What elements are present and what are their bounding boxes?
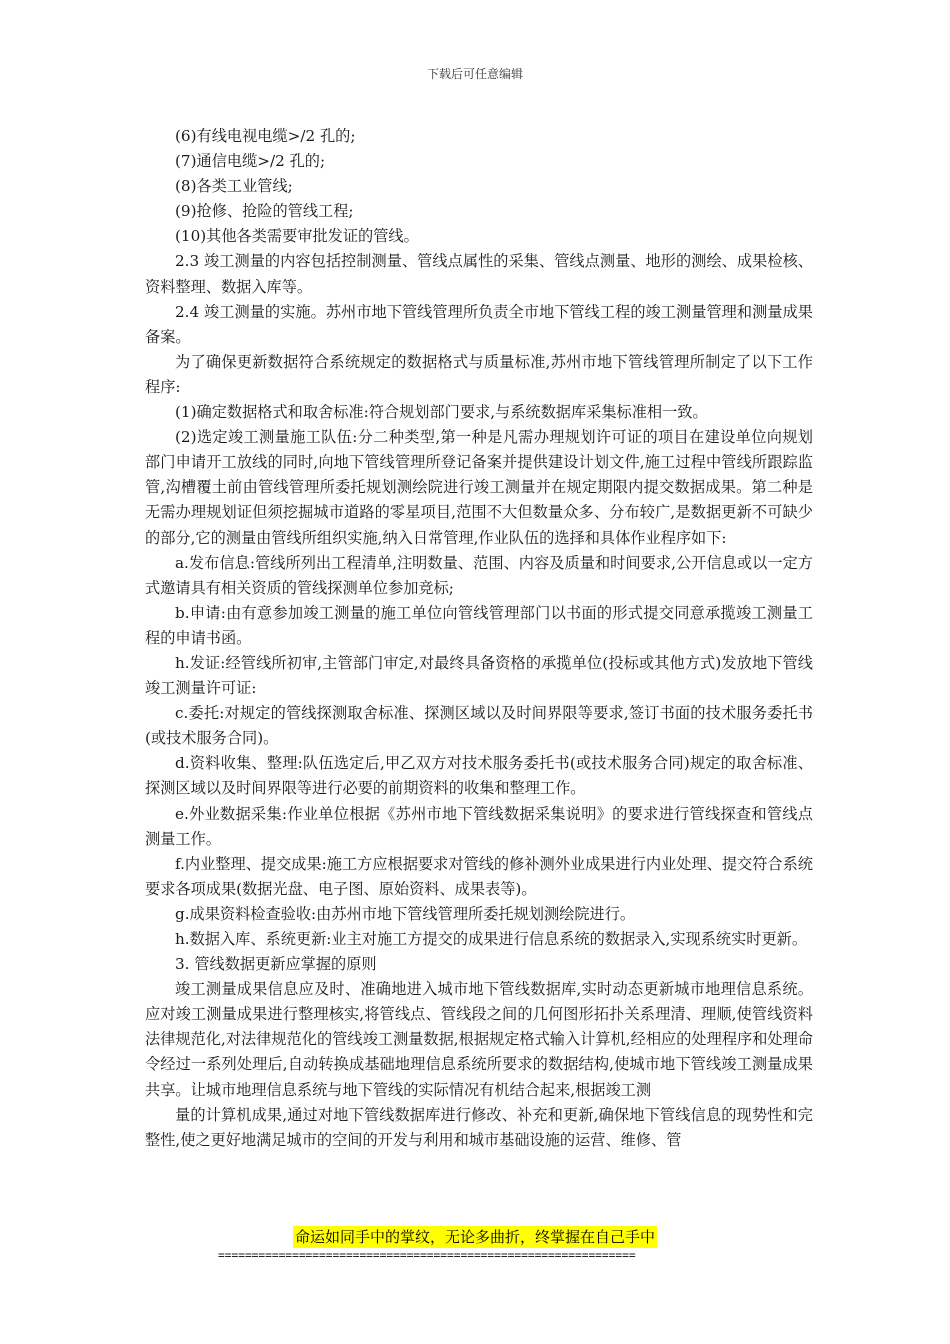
procedure-item-h-license: h.发证:经管线所初审,主管部门审定,对最终具备资格的承揽单位(投标或其他方式)发放地下管线竣工测量许可证: bbox=[145, 653, 813, 698]
document-body bbox=[145, 124, 813, 1153]
footer-rule: ============================================================== bbox=[218, 1249, 636, 1262]
procedure-item-e: e.外业数据采集:作业单位根据《苏州市地下管线数据采集说明》的要求进行管线探查和管线点测量工作。 bbox=[145, 804, 813, 848]
section-3-heading: 3. 管线数据更新应掌握的原则 bbox=[175, 955, 377, 974]
procedure-item-f: f.内业整理、提交成果:施工方应根据要求对管线的修补测外业成果进行内业处理、提交符合系统要求各项成果(数据光盘、电子图、原始资料、成果表等)。 bbox=[145, 854, 813, 898]
procedure-item-a: a.发布信息:管线所列出工程清单,注明数量、范围、内容及质量和时间要求,公开信息或以一定方式邀请具有相关资质的管线探测单位参加竞标; bbox=[145, 553, 813, 597]
page-footer bbox=[0, 1226, 950, 1248]
procedure-item-d: d.资料收集、整理:队伍选定后,甲乙双方对技术服务委托书(或技术服务合同)规定的取舍标准、探测区域以及时间界限等进行必要的前期资料的收集和整理工作。 bbox=[145, 754, 813, 798]
procedure-item-h-update: h.数据入库、系统更新:业主对施工方提交的成果进行信息系统的数据录入,实现系统实时更新。 bbox=[175, 930, 808, 948]
list-item-6: (6)有线电视电缆>/2 孔的; bbox=[175, 127, 356, 145]
procedure-step-2: (2)选定竣工测量施工队伍:分二种类型,第一种是凡需办理规划许可证的项目在建设单位向规划部门申请开工放线的同时,向地下管线管理所登记备案并提供建设计划文件,施工过程中管线所跟踪监管,沟槽覆土前由管线管理所委托规划测绘院进行竣工测量并在规定期限内提交数据成果。第二种是无需办理规划证但须挖掘城市道路的零星项目,范围不大但数量众多、分布较广,是数据更新不可缺少的部分,它的测量由管线所组织实施,纳入日常管理,作业队伍的选择和具体作业程序如下: bbox=[145, 428, 813, 547]
procedure-item-c: c.委托:对规定的管线探测取舍标准、探测区域以及时间界限等要求,签订书面的技术服务委托书(或技术服务合同)。 bbox=[145, 704, 813, 748]
page-header: 下载后可任意编辑 bbox=[426, 67, 523, 81]
section-3-paragraph-2: 量的计算机成果,通过对地下管线数据库进行修改、补充和更新,确保地下管线信息的现势性和完整性,使之更好地满足城市的空间的开发与利用和城市基础设施的运营、维修、管 bbox=[145, 1105, 813, 1149]
list-item-9: (9)抢修、抢险的管线工程; bbox=[175, 202, 354, 221]
section-3-paragraph-1: 竣工测量成果信息应及时、准确地进入城市地下管线数据库,实时动态更新城市地理信息系统。应对竣工测量成果进行整理核实,将管线点、管线段之间的几何图形拓扑关系理清、理顺,使管线资料法律规范化,对法律规范化的管线竣工测量数据,根据规定格式输入计算机,经相应的处理程序和处理命令经过一系列处理后,自动转换成基础地理信息系统所要求的数据结构,使城市地下管线竣工测量成果共享。让城市地理信息系统与地下管线的实际情况有机结合起来,根据竣工测 bbox=[145, 980, 813, 1099]
procedure-item-b: b.申请:由有意参加竣工测量的施工单位向管线管理部门以书面的形式提交同意承揽竣工测量工程的申请书函。 bbox=[145, 603, 813, 647]
list-item-10: (10)其他各类需要审批发证的管线。 bbox=[175, 227, 419, 246]
procedure-item-g: g.成果资料检查验收:由苏州市地下管线管理所委托规划测绘院进行。 bbox=[175, 904, 636, 923]
list-item-7: (7)通信电缆>/2 孔的; bbox=[175, 152, 326, 171]
list-item-8: (8)各类工业管线; bbox=[175, 177, 293, 196]
procedure-step-1: (1)确定数据格式和取舍标准:符合规划部门要求,与系统数据库采集标准相一致。 bbox=[175, 403, 708, 422]
section-2-4-paragraph: 2.4 竣工测量的实施。苏州市地下管线管理所负责全市地下管线工程的竣工测量管理和测量成果备案。 bbox=[145, 302, 813, 346]
procedure-intro-paragraph: 为了确保更新数据符合系统规定的数据格式与质量标准,苏州市地下管线管理所制定了以下工作程序: bbox=[145, 352, 813, 396]
footer-motto: 命运如同手中的掌纹，无论多曲折，终掌握在自己手中 bbox=[294, 1228, 655, 1246]
section-2-3-paragraph: 2.3 竣工测量的内容包括控制测量、管线点属性的采集、管线点测量、地形的测绘、成果检核、资料整理、数据入库等。 bbox=[145, 252, 813, 296]
